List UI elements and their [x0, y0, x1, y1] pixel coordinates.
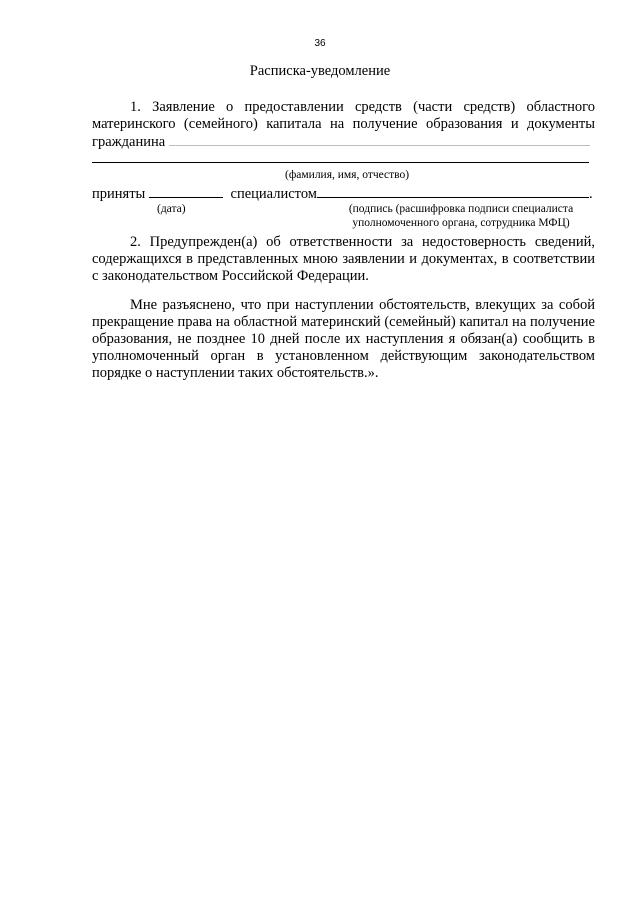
- specialist-label: специалистом: [230, 186, 317, 202]
- page-number: 36: [314, 38, 326, 49]
- signature-caption: [330, 202, 592, 230]
- accepted-line: [92, 185, 602, 203]
- fio-blank-line[interactable]: [92, 150, 589, 163]
- explanation-paragraph: Мне разъяснено, что при наступлении обстоятельств, влекущих за собой прекращение права на областной материнский (семейный) капитал на получение образования, не позднее 10 дней после их наступления я обязан(а) сообщить в уполномоченный орган в установленном действующим законодательством порядке о наступлении таких обстоятельств.».: [92, 297, 595, 381]
- date-caption: (дата): [157, 203, 186, 215]
- line-end-mark: .: [588, 186, 593, 202]
- accepted-label: приняты: [92, 186, 146, 202]
- signature-caption-line-1: (подпись (расшифровка подписи специалиста: [348, 203, 574, 215]
- fio-caption: (фамилия, имя, отчество): [285, 169, 410, 181]
- item-1-line-1: 1. Заявление о предоставлении средств (части средств) областного: [130, 99, 595, 115]
- document-title: Расписка-уведомление: [249, 63, 391, 79]
- item-2-paragraph: 2. Предупрежден(а) об ответственности за недостоверность сведений, содержащихся в представленных мною заявлении и документах, в соответствии с законодательством Российской Федерации.: [92, 234, 595, 284]
- item-1-line-2: материнского (семейного) капитала на получение образования и документы: [92, 116, 595, 132]
- citizen-label: гражданина: [92, 134, 166, 150]
- item-1-block: [92, 99, 595, 151]
- specialist-signature-field[interactable]: [317, 185, 589, 198]
- date-field[interactable]: [149, 185, 223, 198]
- citizen-name-field[interactable]: [169, 133, 590, 146]
- item-1-line-3: [92, 133, 595, 151]
- signature-caption-line-2: уполномоченного органа, сотрудника МФЦ): [352, 217, 570, 229]
